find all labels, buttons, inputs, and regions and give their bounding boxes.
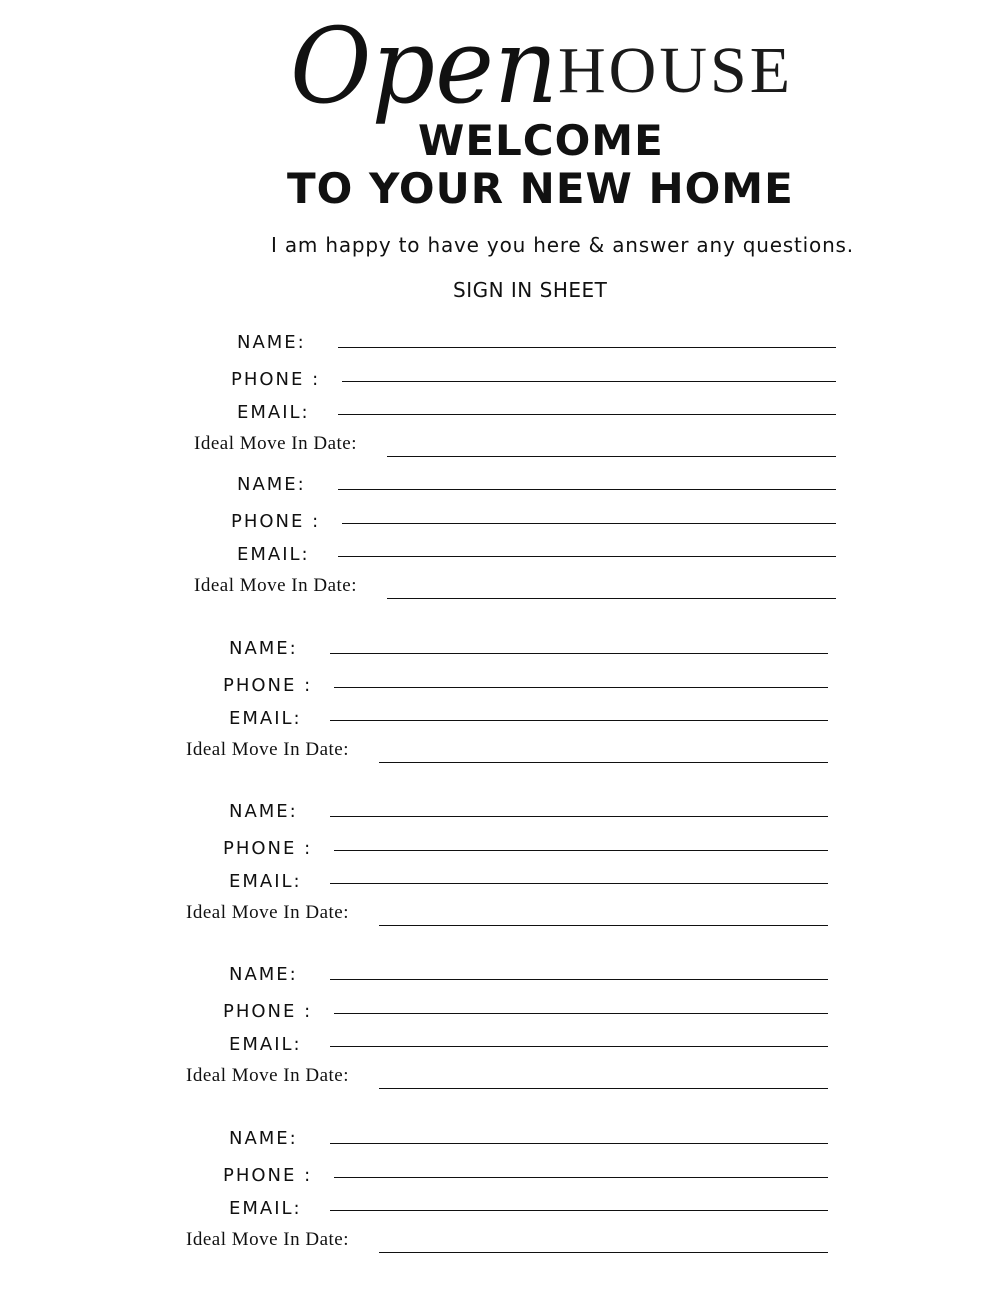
email-label: EMAIL: bbox=[229, 1198, 302, 1219]
phone-line[interactable] bbox=[334, 850, 828, 851]
phone-label: PHONE : bbox=[223, 838, 313, 859]
email-label: EMAIL: bbox=[229, 1034, 302, 1055]
move-date-line[interactable] bbox=[379, 1088, 828, 1089]
phone-label: PHONE : bbox=[231, 511, 321, 532]
phone-label: PHONE : bbox=[223, 1001, 313, 1022]
email-label: EMAIL: bbox=[229, 871, 302, 892]
email-line[interactable] bbox=[330, 1210, 828, 1211]
email-line[interactable] bbox=[330, 883, 828, 884]
phone-label: PHONE : bbox=[231, 369, 321, 390]
sign-in-entry bbox=[186, 799, 886, 959]
intro-text: I am happy to have you here & answer any questions. bbox=[271, 233, 854, 257]
move-date-label: Ideal Move In Date: bbox=[194, 433, 358, 454]
name-line[interactable] bbox=[330, 816, 828, 817]
name-line[interactable] bbox=[338, 489, 836, 490]
phone-label: PHONE : bbox=[223, 1165, 313, 1186]
email-line[interactable] bbox=[338, 556, 836, 557]
phone-line[interactable] bbox=[334, 1177, 828, 1178]
name-line[interactable] bbox=[330, 653, 828, 654]
name-label: NAME: bbox=[229, 801, 298, 822]
sign-in-sheet-title: SIGN IN SHEET bbox=[453, 278, 608, 302]
name-label: NAME: bbox=[237, 474, 306, 495]
sign-in-entry bbox=[194, 330, 894, 490]
move-date-line[interactable] bbox=[379, 762, 828, 763]
phone-label: PHONE : bbox=[223, 675, 313, 696]
move-date-line[interactable] bbox=[379, 1252, 828, 1253]
house-title: HOUSE bbox=[558, 34, 794, 107]
phone-line[interactable] bbox=[342, 381, 836, 382]
email-line[interactable] bbox=[330, 720, 828, 721]
move-date-line[interactable] bbox=[387, 456, 836, 457]
move-date-label: Ideal Move In Date: bbox=[194, 575, 358, 596]
email-label: EMAIL: bbox=[237, 544, 310, 565]
move-date-label: Ideal Move In Date: bbox=[186, 1065, 350, 1086]
move-date-line[interactable] bbox=[387, 598, 836, 599]
email-line[interactable] bbox=[338, 414, 836, 415]
sign-in-entry bbox=[186, 962, 886, 1122]
name-label: NAME: bbox=[237, 332, 306, 353]
name-label: NAME: bbox=[229, 1128, 298, 1149]
sign-in-entry bbox=[186, 636, 886, 796]
name-line[interactable] bbox=[330, 1143, 828, 1144]
sign-in-entry bbox=[194, 472, 894, 632]
move-date-label: Ideal Move In Date: bbox=[186, 739, 350, 760]
email-label: EMAIL: bbox=[237, 402, 310, 423]
welcome-heading: WELCOME bbox=[418, 116, 664, 165]
sign-in-entry bbox=[186, 1126, 886, 1286]
open-script-text: Open bbox=[290, 5, 558, 127]
name-label: NAME: bbox=[229, 964, 298, 985]
move-date-label: Ideal Move In Date: bbox=[186, 902, 350, 923]
move-date-line[interactable] bbox=[379, 925, 828, 926]
move-date-label: Ideal Move In Date: bbox=[186, 1229, 350, 1250]
email-label: EMAIL: bbox=[229, 708, 302, 729]
name-line[interactable] bbox=[338, 347, 836, 348]
email-line[interactable] bbox=[330, 1046, 828, 1047]
name-label: NAME: bbox=[229, 638, 298, 659]
new-home-heading: TO YOUR NEW HOME bbox=[287, 164, 794, 213]
phone-line[interactable] bbox=[334, 687, 828, 688]
phone-line[interactable] bbox=[334, 1013, 828, 1014]
phone-line[interactable] bbox=[342, 523, 836, 524]
name-line[interactable] bbox=[330, 979, 828, 980]
